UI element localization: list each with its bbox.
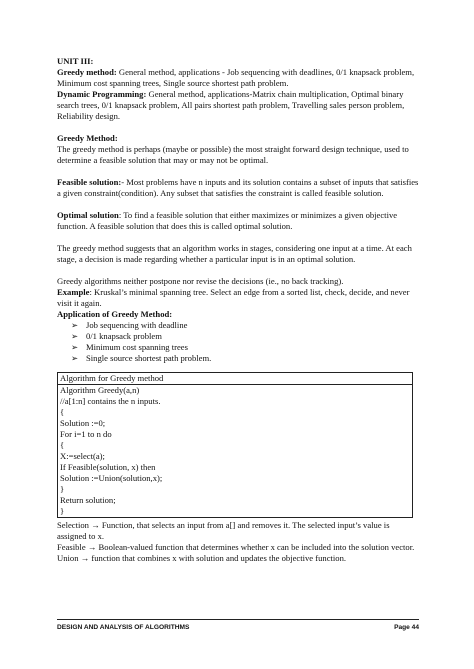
- example-label: Example: [57, 287, 90, 297]
- list-item-text: 0/1 knapsack problem: [86, 331, 162, 341]
- greedy-summary: [57, 67, 419, 89]
- selection-term: Selection: [57, 520, 89, 530]
- page-footer: [57, 619, 419, 633]
- selection-text: Function, that selects an input from a[] and removes it. The selected input’s value is assigned to x.: [57, 520, 390, 541]
- feasible-term: Feasible: [57, 542, 86, 552]
- footer-page-number: Page 44: [394, 624, 419, 631]
- greedy-summary-text: General method, applications - Job sequencing with deadlines, 0/1 knapsack problem, Minimum cost spanning trees, Single source shortest path problem.: [57, 67, 415, 88]
- feasible-explanation: [57, 542, 419, 553]
- union-text: function that combines x with solution and updates the objective function.: [89, 553, 347, 563]
- feasible-solution-paragraph: [57, 177, 419, 199]
- unit-title: UNIT III:: [57, 56, 94, 66]
- optimal-solution-paragraph: [57, 210, 419, 232]
- code-line: X:=select(a);: [60, 451, 105, 461]
- dp-summary-text: General method, applications-Matrix chain multiplication, Optimal binary search trees, 0/1 knapsack problem, All pairs shortest path problem, Travelling sales person problem, Reliability design.: [57, 89, 405, 121]
- union-term: Union: [57, 553, 79, 563]
- greedy-method-section: [57, 133, 419, 166]
- greedy-method-heading: Greedy Method:: [57, 133, 118, 143]
- code-line: Return solution;: [60, 495, 116, 505]
- selection-explanation: [57, 520, 419, 542]
- code-line: }: [60, 506, 65, 516]
- feasible-solution-text: - Most problems have n inputs and its solution contains a subset of inputs that satisfies a given constraint(condition). Any subset that satisfies the constraint is called feasible solution.: [57, 177, 419, 198]
- example-paragraph: [57, 287, 419, 309]
- applications-section: [57, 276, 419, 364]
- page-content: [57, 56, 419, 564]
- feasible-text: Boolean-valued function that determines whether x can be included into the solution vector.: [96, 542, 415, 552]
- feasible-solution-label: Feasible solution:: [57, 177, 122, 187]
- arrow-bullet-icon: ➢: [71, 320, 79, 330]
- optimal-solution-text: : To find a feasible solution that either maximizes or minimizes a given objective function. A feasible solution that does this is called optimal solution.: [57, 210, 398, 231]
- list-item: [71, 353, 419, 364]
- list-item: [71, 331, 419, 342]
- list-item: [71, 342, 419, 353]
- greedy-method-text: The greedy method is perhaps (maybe or possible) the most straight forward design technique, used to determine a feasible solution that may or may not be optimal.: [57, 144, 409, 165]
- right-arrow-icon: →: [91, 520, 100, 530]
- code-line: If Feasible(solution, x) then: [60, 462, 156, 472]
- list-item-text: Minimum cost spanning trees: [86, 342, 188, 352]
- unit-summary: [57, 56, 419, 122]
- union-explanation: [57, 553, 419, 564]
- dp-summary-label: Dynamic Programming:: [57, 89, 147, 99]
- optimal-solution-label: Optimal solution: [57, 210, 119, 220]
- code-line: For i=1 to n do: [60, 429, 112, 439]
- code-line: Solution :=Union(solution,x);: [60, 473, 163, 483]
- arrow-bullet-icon: ➢: [71, 331, 79, 341]
- greedy-summary-label: Greedy method:: [57, 67, 117, 77]
- example-text: : Kruskal’s minimal spanning tree. Select an edge from a sorted list, check, decide, and never visit it again.: [57, 287, 410, 308]
- footer-course-title: DESIGN AND ANALYSIS OF ALGORITHMS: [57, 624, 190, 631]
- right-arrow-icon: →: [80, 553, 90, 563]
- right-arrow-icon: →: [87, 542, 97, 552]
- code-line: }: [60, 484, 65, 494]
- algorithm-box-header: Algorithm for Greedy method: [58, 373, 412, 385]
- applications-heading: Application of Greedy Method:: [57, 309, 173, 319]
- list-item-text: Job sequencing with deadline: [86, 320, 188, 330]
- arrow-bullet-icon: ➢: [71, 353, 79, 363]
- applications-list: [71, 320, 419, 364]
- code-line: Algorithm Greedy(a,n): [60, 385, 140, 395]
- code-line: {: [60, 407, 65, 417]
- code-line: Solution :=0;: [60, 418, 106, 428]
- algorithm-box: [57, 372, 413, 518]
- arrow-bullet-icon: ➢: [71, 342, 79, 352]
- dp-summary: [57, 89, 419, 122]
- function-explanations: [57, 520, 419, 564]
- list-item-text: Single source shortest path problem.: [86, 353, 212, 363]
- code-line: {: [60, 440, 65, 450]
- stages-paragraph: The greedy method suggests that an algorithm works in stages, considering one input at a time. At each stage, a decision is made regarding whether a particular input is in an optimal solution.: [57, 243, 412, 264]
- algorithm-code: [58, 385, 412, 517]
- list-item: [71, 320, 419, 331]
- postpone-paragraph: Greedy algorithms neither postpone nor revise the decisions (ie., no back tracking).: [57, 276, 344, 286]
- code-line: //a[1:n] contains the n inputs.: [60, 396, 161, 406]
